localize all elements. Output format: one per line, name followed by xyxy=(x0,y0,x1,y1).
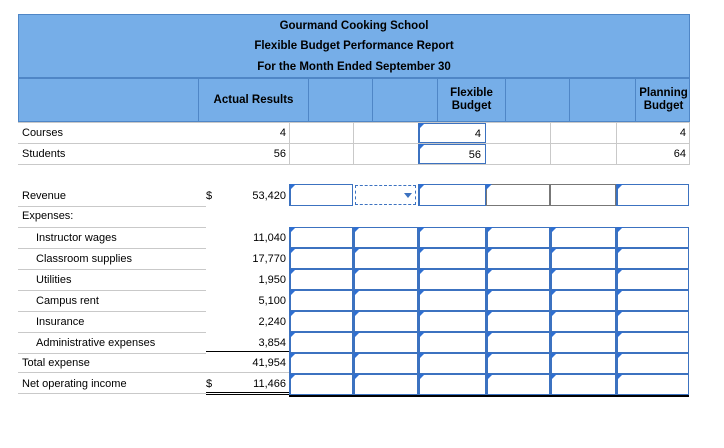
input-cell-activity-2[interactable] xyxy=(550,227,616,248)
col-head-flexible: Flexible Budget xyxy=(437,79,505,121)
expense-actual: 1,950 xyxy=(258,274,286,286)
total-expense-label: Total expense xyxy=(22,357,90,369)
input-cell-activity-1[interactable] xyxy=(353,227,418,248)
revenue-flexible-input[interactable] xyxy=(418,184,486,206)
revenue-activity-2-input[interactable] xyxy=(550,184,616,206)
column-header-band xyxy=(18,78,690,122)
input-cell-variance-2[interactable] xyxy=(486,353,550,374)
grid-line xyxy=(18,269,206,270)
input-cell-flexible[interactable] xyxy=(418,353,486,374)
input-cell-planning[interactable] xyxy=(616,311,689,332)
expense-label: Administrative expenses xyxy=(36,337,156,349)
noi-double-underline xyxy=(206,392,289,395)
input-cell-variance-1[interactable] xyxy=(289,332,353,353)
input-cell-activity-2[interactable] xyxy=(550,353,616,374)
revenue-dollar-sign: $ xyxy=(206,190,213,202)
input-cell-flexible[interactable] xyxy=(418,290,486,311)
revenue-actual: 53,420 xyxy=(252,190,286,202)
input-cell-planning[interactable] xyxy=(616,248,689,269)
students-label: Students xyxy=(22,148,66,160)
input-cell-variance-1[interactable] xyxy=(289,353,353,374)
revenue-planning-input[interactable] xyxy=(616,184,689,206)
col-head-actual: Actual Results xyxy=(198,79,308,121)
company-name: Gourmand Cooking School xyxy=(279,20,429,32)
expense-label: Instructor wages xyxy=(36,232,117,244)
input-cell-activity-1[interactable] xyxy=(353,353,418,374)
noi-actual: 11,466 xyxy=(253,378,286,390)
noi-label: Net operating income xyxy=(22,378,127,390)
expense-actual: 3,854 xyxy=(258,337,286,349)
col-head-variance-1 xyxy=(308,79,372,121)
grid-line xyxy=(18,372,289,373)
students-flexible-input[interactable] xyxy=(418,144,486,164)
grid-line xyxy=(550,122,551,164)
grid-line xyxy=(689,122,690,164)
input-cell-flexible[interactable] xyxy=(418,248,486,269)
input-cell-flexible[interactable] xyxy=(418,227,486,248)
expense-actual: 11,040 xyxy=(253,232,286,244)
input-cell-flexible[interactable] xyxy=(418,374,486,395)
expenses-label: Expenses: xyxy=(22,210,74,222)
grid-line xyxy=(18,227,206,228)
input-cell-variance-1[interactable] xyxy=(289,227,353,248)
chevron-down-icon xyxy=(404,193,412,198)
courses-flexible-value: 4 xyxy=(474,128,481,140)
report-title-band xyxy=(18,14,690,78)
input-cell-variance-1[interactable] xyxy=(289,269,353,290)
col-head-planning: Planning Budget xyxy=(635,79,691,121)
input-cell-flexible[interactable] xyxy=(418,269,486,290)
grid-line xyxy=(18,332,206,333)
input-cell-variance-2[interactable] xyxy=(486,248,550,269)
expense-label: Utilities xyxy=(36,274,72,286)
courses-flexible-input[interactable] xyxy=(418,123,486,143)
input-cell-variance-1[interactable] xyxy=(289,311,353,332)
grid-line xyxy=(18,290,206,291)
input-cell-variance-1[interactable] xyxy=(289,248,353,269)
grid-line xyxy=(18,206,206,207)
input-cell-variance-2[interactable] xyxy=(486,332,550,353)
revenue-variance-1-input[interactable] xyxy=(289,184,353,206)
input-cell-activity-1[interactable] xyxy=(353,248,418,269)
input-cell-planning[interactable] xyxy=(616,290,689,311)
expense-actual: 17,770 xyxy=(252,253,286,265)
input-cell-activity-2[interactable] xyxy=(550,290,616,311)
grid-line xyxy=(616,122,617,164)
input-cell-planning[interactable] xyxy=(616,227,689,248)
input-cell-activity-2[interactable] xyxy=(550,374,616,395)
input-cell-activity-2[interactable] xyxy=(550,332,616,353)
expense-label: Classroom supplies xyxy=(36,253,132,265)
noi-dollar-sign: $ xyxy=(206,378,213,390)
grid-line xyxy=(18,248,206,249)
input-cell-activity-1[interactable] xyxy=(353,290,418,311)
input-cell-activity-1[interactable] xyxy=(353,311,418,332)
courses-label: Courses xyxy=(22,127,63,139)
report-period: For the Month Ended September 30 xyxy=(257,61,451,73)
subtotal-underline xyxy=(206,351,289,352)
revenue-variance-1-fu-dropdown[interactable] xyxy=(355,185,416,205)
input-cell-planning[interactable] xyxy=(616,353,689,374)
input-cell-planning[interactable] xyxy=(616,269,689,290)
input-cell-variance-2[interactable] xyxy=(486,227,550,248)
expense-actual: 2,240 xyxy=(258,316,286,328)
input-cell-planning[interactable] xyxy=(616,374,689,395)
grid-line xyxy=(18,393,206,394)
col-head-activity-2 xyxy=(569,79,635,121)
input-cell-flexible[interactable] xyxy=(418,311,486,332)
grid-line xyxy=(18,122,690,123)
grid-line xyxy=(18,143,690,144)
input-cell-variance-2[interactable] xyxy=(486,311,550,332)
input-cell-activity-1[interactable] xyxy=(353,332,418,353)
input-cell-activity-1[interactable] xyxy=(353,374,418,395)
grid-line xyxy=(18,311,206,312)
grid-line xyxy=(18,164,690,165)
report-title: Flexible Budget Performance Report xyxy=(254,40,454,52)
grid-line xyxy=(289,122,290,164)
expense-label: Campus rent xyxy=(36,295,99,307)
input-cell-activity-2[interactable] xyxy=(550,248,616,269)
students-planning: 64 xyxy=(673,148,686,160)
courses-planning: 4 xyxy=(679,127,686,139)
col-head-variance-2 xyxy=(505,79,569,121)
students-flexible-value: 56 xyxy=(468,149,481,161)
input-cell-variance-2[interactable] xyxy=(486,374,550,395)
total-expense-actual: 41,954 xyxy=(252,357,286,369)
input-cell-variance-2[interactable] xyxy=(486,290,550,311)
col-head-activity-1 xyxy=(372,79,437,121)
input-cell-variance-1[interactable] xyxy=(289,374,353,395)
students-actual: 56 xyxy=(273,148,286,160)
revenue-variance-2-input[interactable] xyxy=(486,184,550,206)
input-cell-activity-1[interactable] xyxy=(353,269,418,290)
expense-actual: 5,100 xyxy=(258,295,286,307)
input-cell-flexible[interactable] xyxy=(418,332,486,353)
grid-line xyxy=(18,353,206,354)
input-cell-variance-1[interactable] xyxy=(289,290,353,311)
input-cell-planning[interactable] xyxy=(616,332,689,353)
revenue-label: Revenue xyxy=(22,190,67,202)
courses-actual: 4 xyxy=(279,127,286,139)
grid-bottom-rule xyxy=(289,395,689,397)
input-cell-activity-2[interactable] xyxy=(550,311,616,332)
expense-label: Insurance xyxy=(36,316,85,328)
input-cell-activity-2[interactable] xyxy=(550,269,616,290)
grid-line xyxy=(353,122,354,164)
input-cell-variance-2[interactable] xyxy=(486,269,550,290)
